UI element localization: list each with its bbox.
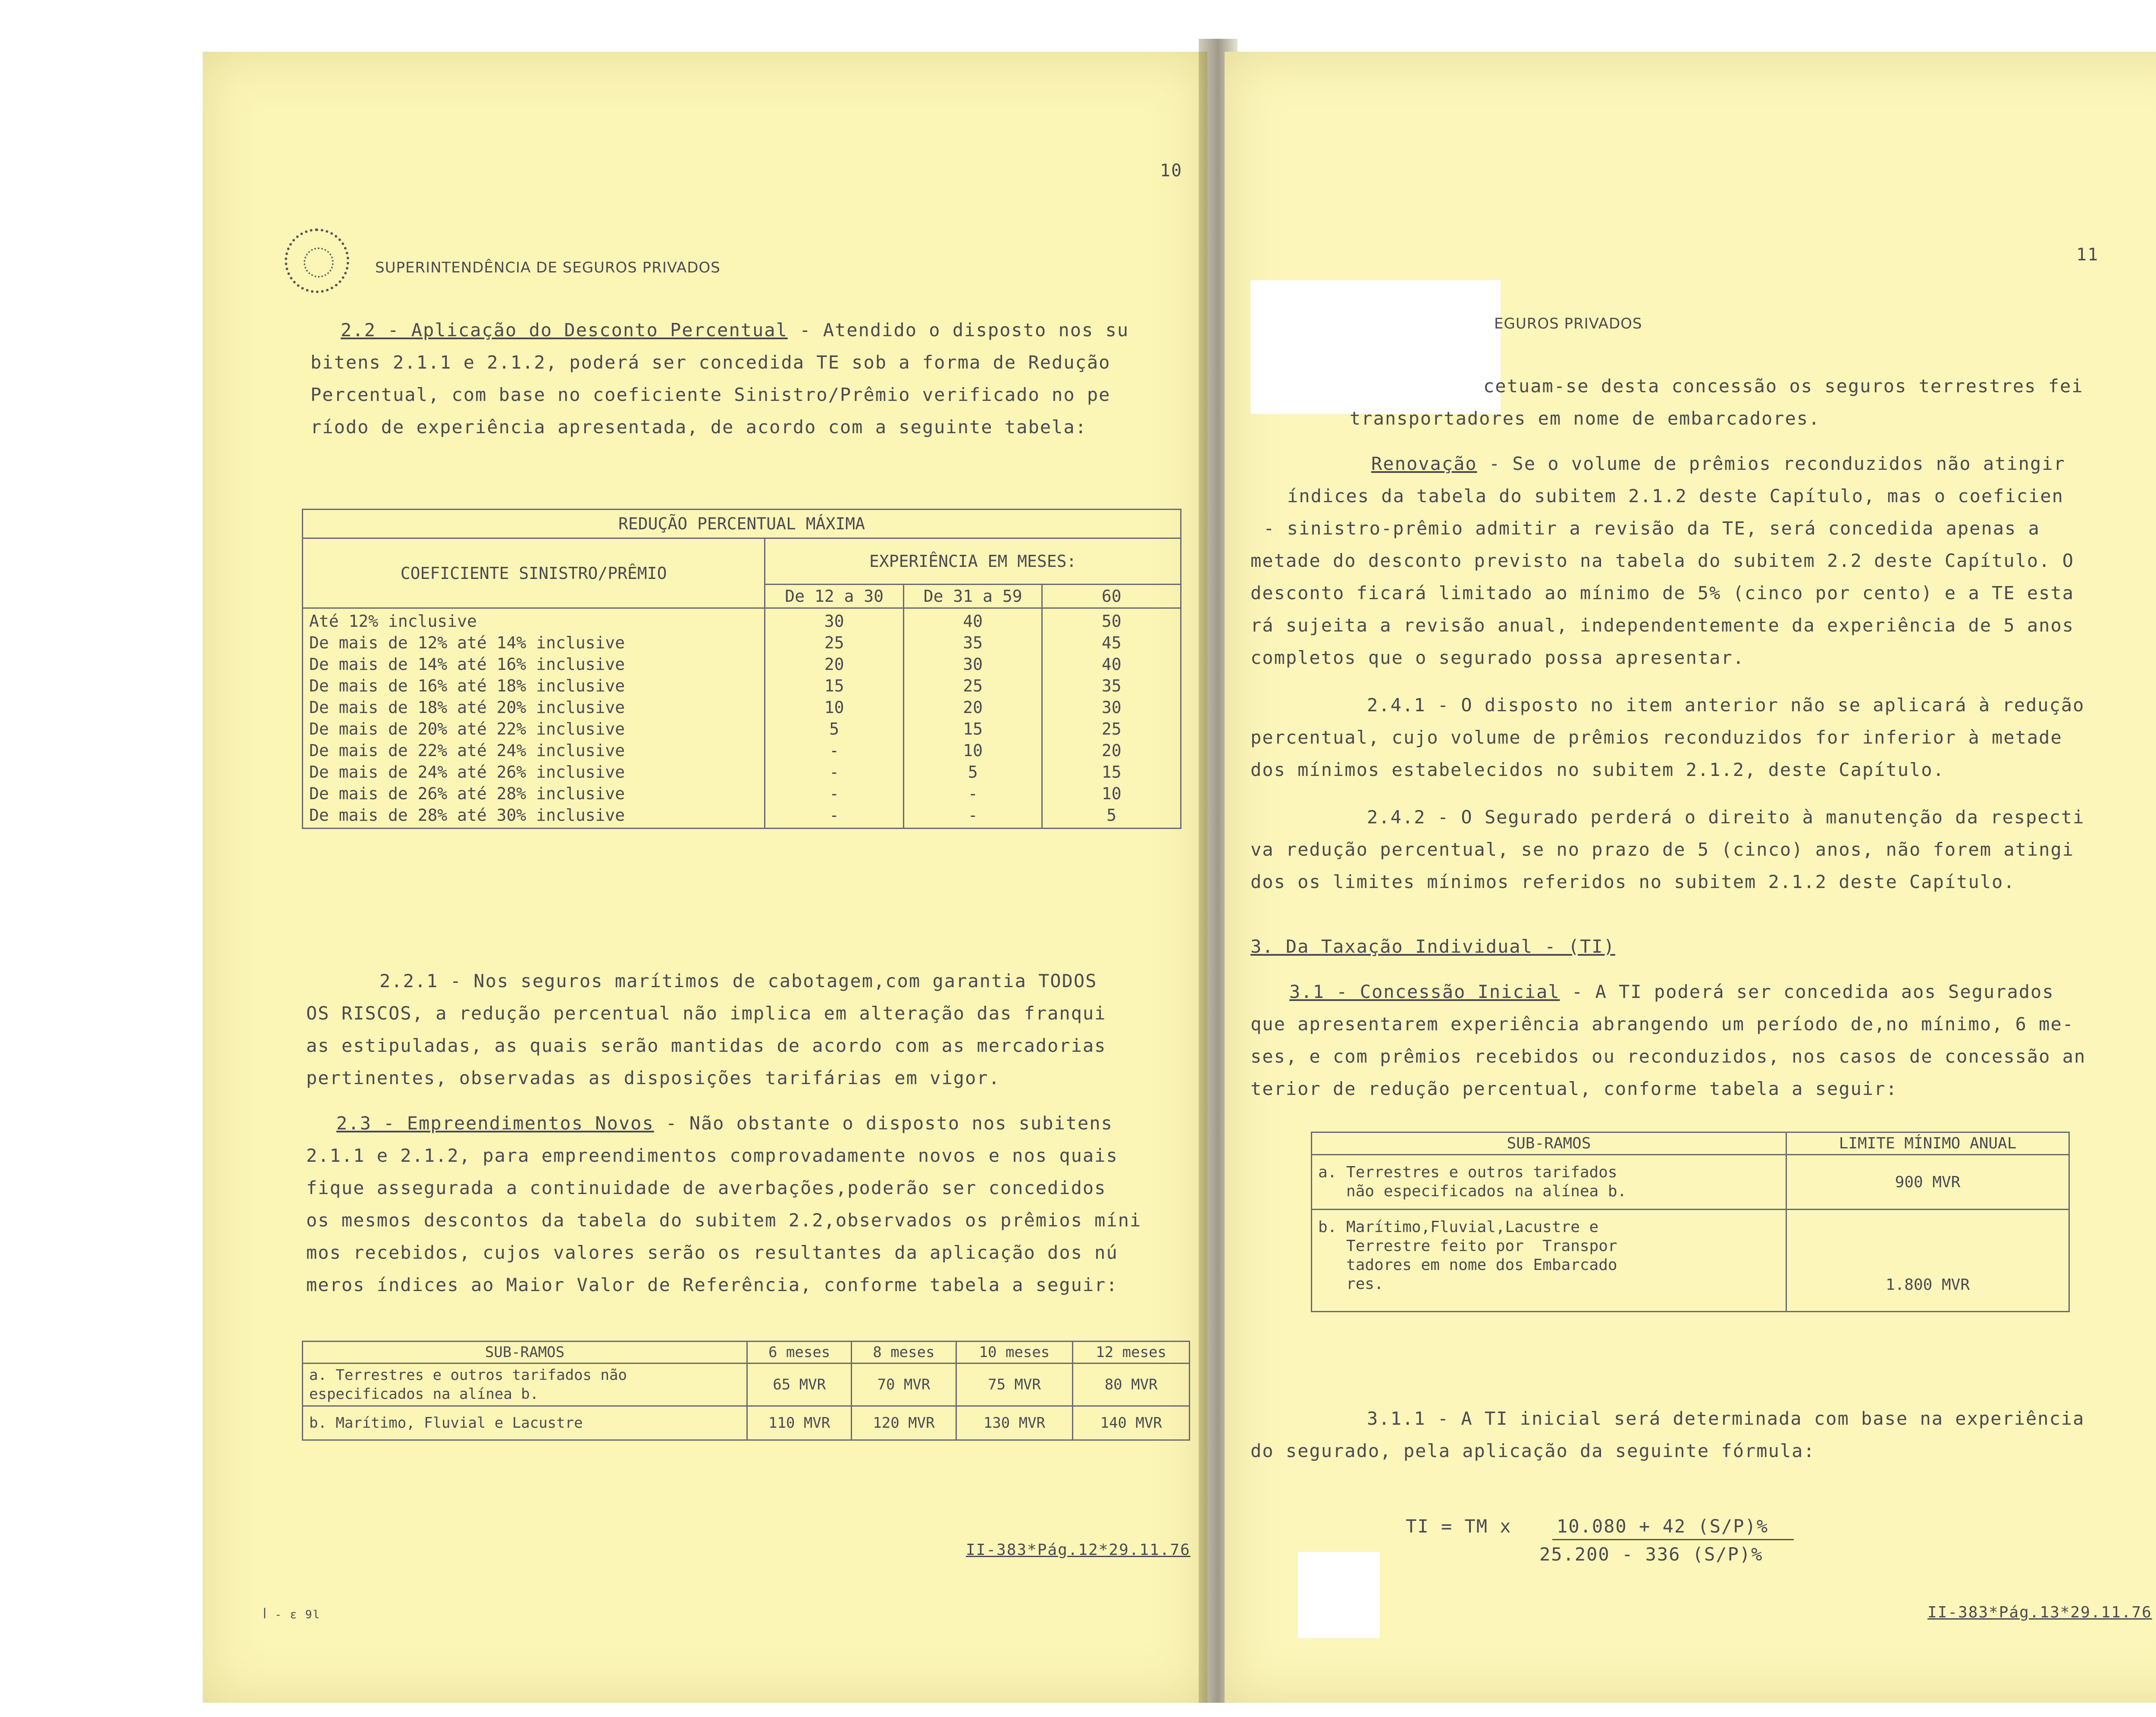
renovacao-line-1: Renovação - Se o volume de prêmios reconduzidos não atingir (1371, 453, 2065, 474)
para-3-1-line-3: ses, e com prêmios recebidos ou reconduzidos, nos casos de concessão an (1250, 1046, 2086, 1067)
cell-value: 5 (829, 719, 840, 738)
table-row-label: De mais de 24% até 26% inclusive (309, 763, 625, 782)
para-3-1-heading: 3.1 - Concessão Inicial (1289, 981, 1560, 1002)
para-2-3-line-5: mos recebidos, cujos valores serão os resultantes da aplicação dos nú (306, 1242, 1118, 1263)
para-2-3-line-6: meros índices ao Maior Valor de Referência, conforme tabela a seguir: (306, 1274, 1118, 1295)
left-page-number: 10 (1160, 161, 1183, 181)
left-footer: II-383*Pág.12*29.11.76 (966, 1541, 1191, 1559)
right-header: EGUROS PRIVADOS (1494, 315, 1642, 332)
row-label-line: tadores em nome dos Embarcado (1318, 1256, 1617, 1274)
table-row-label: De mais de 18% até 20% inclusive (309, 698, 625, 717)
table-row-label: De mais de 28% até 30% inclusive (309, 806, 625, 825)
para-3-1-1-line-1: 3.1.1 - A TI inicial será determinada com base na experiência (1367, 1408, 2085, 1429)
cell-value: - (968, 784, 978, 803)
cell-value: 35 (963, 633, 983, 652)
experience-header: EXPERIÊNCIA EM MESES: (765, 538, 1181, 585)
paper-patch-bottom (1298, 1552, 1380, 1638)
table-row-label: De mais de 12% até 14% inclusive (309, 633, 625, 652)
para-2-4-1-line-2: percentual, cujo volume de prêmios reconduzidos for inferior à metade (1250, 727, 2062, 748)
reduction-table-title: REDUÇÃO PERCENTUAL MÁXIMA (303, 510, 1181, 538)
cell-value: - (829, 806, 840, 825)
paper-patch-top (1250, 280, 1501, 414)
para-2-4-1-line-1: 2.4.1 - O disposto no item anterior não se aplicará à redução (1367, 694, 2085, 716)
left-corner-mark: ꟾ - ε 9l (263, 1608, 321, 1621)
renovacao-line-5: desconto ficará limitado ao mínimo de 5% (cinco por cento) e a TE esta (1250, 582, 2075, 604)
cell-value: 130 MVR (956, 1406, 1073, 1440)
cell-value: 10 (1101, 784, 1122, 803)
cell-value: 5 (1106, 806, 1117, 825)
subheader-12-30: De 12 a 30 (765, 585, 904, 608)
para-3-1-line-1: 3.1 - Concessão Inicial - A TI poderá ser concedida aos Segurados (1289, 981, 2054, 1002)
table-row-label: De mais de 22% até 24% inclusive (309, 741, 625, 760)
para-2-2-line-2: bitens 2.1.1 e 2.1.2, poderá ser concedida TE sob a forma de Redução (310, 352, 1111, 373)
subramos-header: SUB-RAMOS (303, 1342, 747, 1364)
coef-column (303, 608, 765, 829)
cell-value: 70 MVR (852, 1364, 956, 1406)
renovacao-heading: Renovação (1371, 453, 1477, 474)
formula-lhs: TI = TM x (1406, 1516, 1512, 1537)
row-label: b. Marítimo, Fluvial e Lacustre (303, 1406, 747, 1440)
cell-value: 10 (963, 741, 983, 760)
para-2-2-1-line-1: 2.2.1 - Nos seguros marítimos de cabotagem,com garantia TODOS (379, 970, 1097, 991)
para-2-4-2-line-3: dos os limites mínimos referidos no subitem 2.1.2 deste Capítulo. (1250, 871, 2015, 892)
col-60-values (1042, 608, 1181, 829)
row-label-line: a. Terrestres e outros tarifados (1318, 1163, 1617, 1181)
cell-value: 75 MVR (956, 1364, 1073, 1406)
cell-value: 50 (1101, 612, 1122, 631)
cell-value: 25 (1101, 719, 1122, 738)
formula-denominator: 25.200 - 336 (S/P)% (1539, 1544, 1763, 1565)
cell-value: 20 (1101, 741, 1122, 760)
seal-logo-icon (285, 228, 349, 293)
cell-value: - (829, 741, 840, 760)
col-31-59-values (903, 608, 1042, 829)
t3-subramos-header: SUB-RAMOS (1312, 1132, 1786, 1155)
left-page (203, 52, 1207, 1703)
para-3-1-1-line-2: do segurado, pela aplicação da seguinte fórmula: (1250, 1440, 1815, 1461)
row-label-line: não especificados na alínea b. (1318, 1182, 1627, 1200)
para-2-2-line-4: ríodo de experiência apresentada, de acordo com a seguinte tabela: (310, 416, 1087, 438)
cell-value: 30 (824, 612, 844, 631)
renovacao-line-4: metade do desconto previsto na tabela do subitem 2.2 deste Capítulo. O (1250, 550, 2075, 571)
cell-value: 15 (963, 719, 983, 738)
para-2-3-heading: 2.3 - Empreendimentos Novos (336, 1113, 654, 1134)
coef-header: COEFICIENTE SINISTRO/PRÊMIO (303, 538, 765, 608)
cell-value: - (968, 806, 978, 825)
para-2-4-1-line-3: dos mínimos estabelecidos no subitem 2.1.2, deste Capítulo. (1250, 759, 1945, 780)
header-8-months: 8 meses (852, 1342, 956, 1364)
cell-value: 35 (1101, 676, 1122, 695)
para-2-4-2-line-1: 2.4.2 - O Segurado perderá o direito à manutenção da respecti (1367, 807, 2085, 828)
cell-value: 5 (968, 763, 978, 782)
table-row-label: Até 12% inclusive (309, 612, 477, 631)
cell-value: 15 (1101, 763, 1122, 782)
cell-value: - (829, 784, 840, 803)
cell-value: - (829, 763, 840, 782)
t3-limit-header: LIMITE MÍNIMO ANUAL (1786, 1132, 2069, 1155)
section-3-heading: 3. Da Taxação Individual - (TI) (1250, 936, 1615, 957)
para-2-3-line-2: 2.1.1 e 2.1.2, para empreendimentos comprovadamente novos e nos quais (306, 1145, 1118, 1166)
cell-value: 120 MVR (852, 1406, 956, 1440)
para-2-2-line-3: Percentual, com base no coeficiente Sinistro/Prêmio verificado no pe (310, 384, 1111, 405)
para-2-2-1-line-3: as estipuladas, as quais serão mantidas de acordo com as mercadorias (306, 1035, 1106, 1056)
para-2-3-line-3: fique assegurada a continuidade de averbações,poderão ser concedidos (306, 1177, 1106, 1198)
cell-value: 110 MVR (747, 1406, 852, 1440)
para-2-2-line-1: 2.2 - Aplicação do Desconto Percentual - Atendido o disposto nos su (341, 319, 1129, 341)
row-label (1312, 1210, 1786, 1312)
cell-value: 900 MVR (1786, 1155, 2069, 1210)
cell-value: 1.800 MVR (1786, 1210, 2069, 1312)
cell-value: 20 (824, 655, 844, 674)
header-6-months: 6 meses (747, 1342, 852, 1364)
para-3-1-line-4: terior de redução percentual, conforme tabela a seguir: (1250, 1078, 1898, 1099)
left-header: SUPERINTENDÊNCIA DE SEGUROS PRIVADOS (375, 259, 721, 276)
cell-value: 65 MVR (747, 1364, 852, 1406)
header-12-months: 12 meses (1073, 1342, 1190, 1364)
intro-line-2: transportadores em nome de embarcadores. (1350, 408, 1821, 429)
cell-value: 25 (824, 633, 844, 652)
formula-numerator: 10.080 + 42 (S/P)% (1557, 1516, 1769, 1537)
table-row (303, 1406, 1190, 1440)
subheader-60: 60 (1042, 585, 1181, 608)
row-label: a. Terrestres e outros tarifados não especificados na alínea b. (303, 1364, 747, 1406)
subheader-31-59: De 31 a 59 (903, 585, 1042, 608)
table-row (1312, 1210, 2069, 1312)
row-label (1312, 1155, 1786, 1210)
para-2-2-1-line-2: OS RISCOS, a redução percentual não implica em alteração das franqui (306, 1003, 1106, 1024)
cell-value: 45 (1101, 633, 1122, 652)
renovacao-line-3: - sinistro-prêmio admitir a revisão da TE, será concedida apenas a (1263, 518, 2040, 539)
cell-value: 30 (1101, 698, 1122, 717)
renovacao-line-2: índices da tabela do subitem 2.1.2 deste Capítulo, mas o coeficien (1287, 485, 2064, 507)
table-row-label: De mais de 14% até 16% inclusive (309, 655, 625, 674)
table-row-label: De mais de 26% até 28% inclusive (309, 784, 625, 803)
cell-value: 40 (1101, 655, 1122, 674)
right-footer: II-383*Pág.13*29.11.76 (1927, 1604, 2152, 1621)
cell-value: 15 (824, 676, 844, 695)
cell-value: 30 (963, 655, 983, 674)
para-2-3-line-1: 2.3 - Empreendimentos Novos - Não obstante o disposto nos subitens (336, 1113, 1113, 1134)
reduction-table (302, 509, 1181, 829)
table-row (1312, 1155, 2069, 1210)
table-row-label: De mais de 16% até 18% inclusive (309, 676, 625, 695)
cell-value: 140 MVR (1073, 1406, 1190, 1440)
right-page-number: 11 (2076, 245, 2099, 265)
renovacao-line-6: rá sujeita a revisão anual, independentemente da experiência de 5 anos (1250, 615, 2075, 636)
cell-value: 20 (963, 698, 983, 717)
renovacao-line-7: completos que o segurado possa apresentar. (1250, 647, 1745, 668)
row-label-line: res. (1318, 1275, 1384, 1293)
cell-value: 40 (963, 612, 983, 631)
col-12-30-values (765, 608, 904, 829)
cell-value: 10 (824, 698, 844, 717)
para-2-2-heading: 2.2 - Aplicação do Desconto Percentual (341, 319, 788, 341)
row-label-line: Terrestre feito por Transpor (1318, 1237, 1617, 1255)
para-2-3-line-4: os mesmos descontos da tabela do subitem 2.2,observados os prêmios míni (306, 1210, 1142, 1231)
para-2-4-2-line-2: va redução percentual, se no prazo de 5 (cinco) anos, não forem atingi (1250, 839, 2075, 860)
header-10-months: 10 meses (956, 1342, 1073, 1364)
annual-limit-table (1311, 1132, 2070, 1312)
para-3-1-line-2: que apresentarem experiência abrangendo um período de,no mínimo, 6 me- (1250, 1013, 2075, 1035)
cell-value: 25 (963, 676, 983, 695)
table-row-label: De mais de 20% até 22% inclusive (309, 719, 625, 738)
table-row (303, 1364, 1190, 1406)
cell-value: 80 MVR (1073, 1364, 1190, 1406)
intro-line-1: cetuam-se desta concessão os seguros terrestres fei (1483, 375, 2084, 397)
row-label-line: b. Marítimo,Fluvial,Lacustre e (1318, 1218, 1599, 1236)
para-2-2-1-line-4: pertinentes, observadas as disposições tarifárias em vigor. (306, 1067, 1000, 1088)
min-premium-table (302, 1341, 1190, 1441)
